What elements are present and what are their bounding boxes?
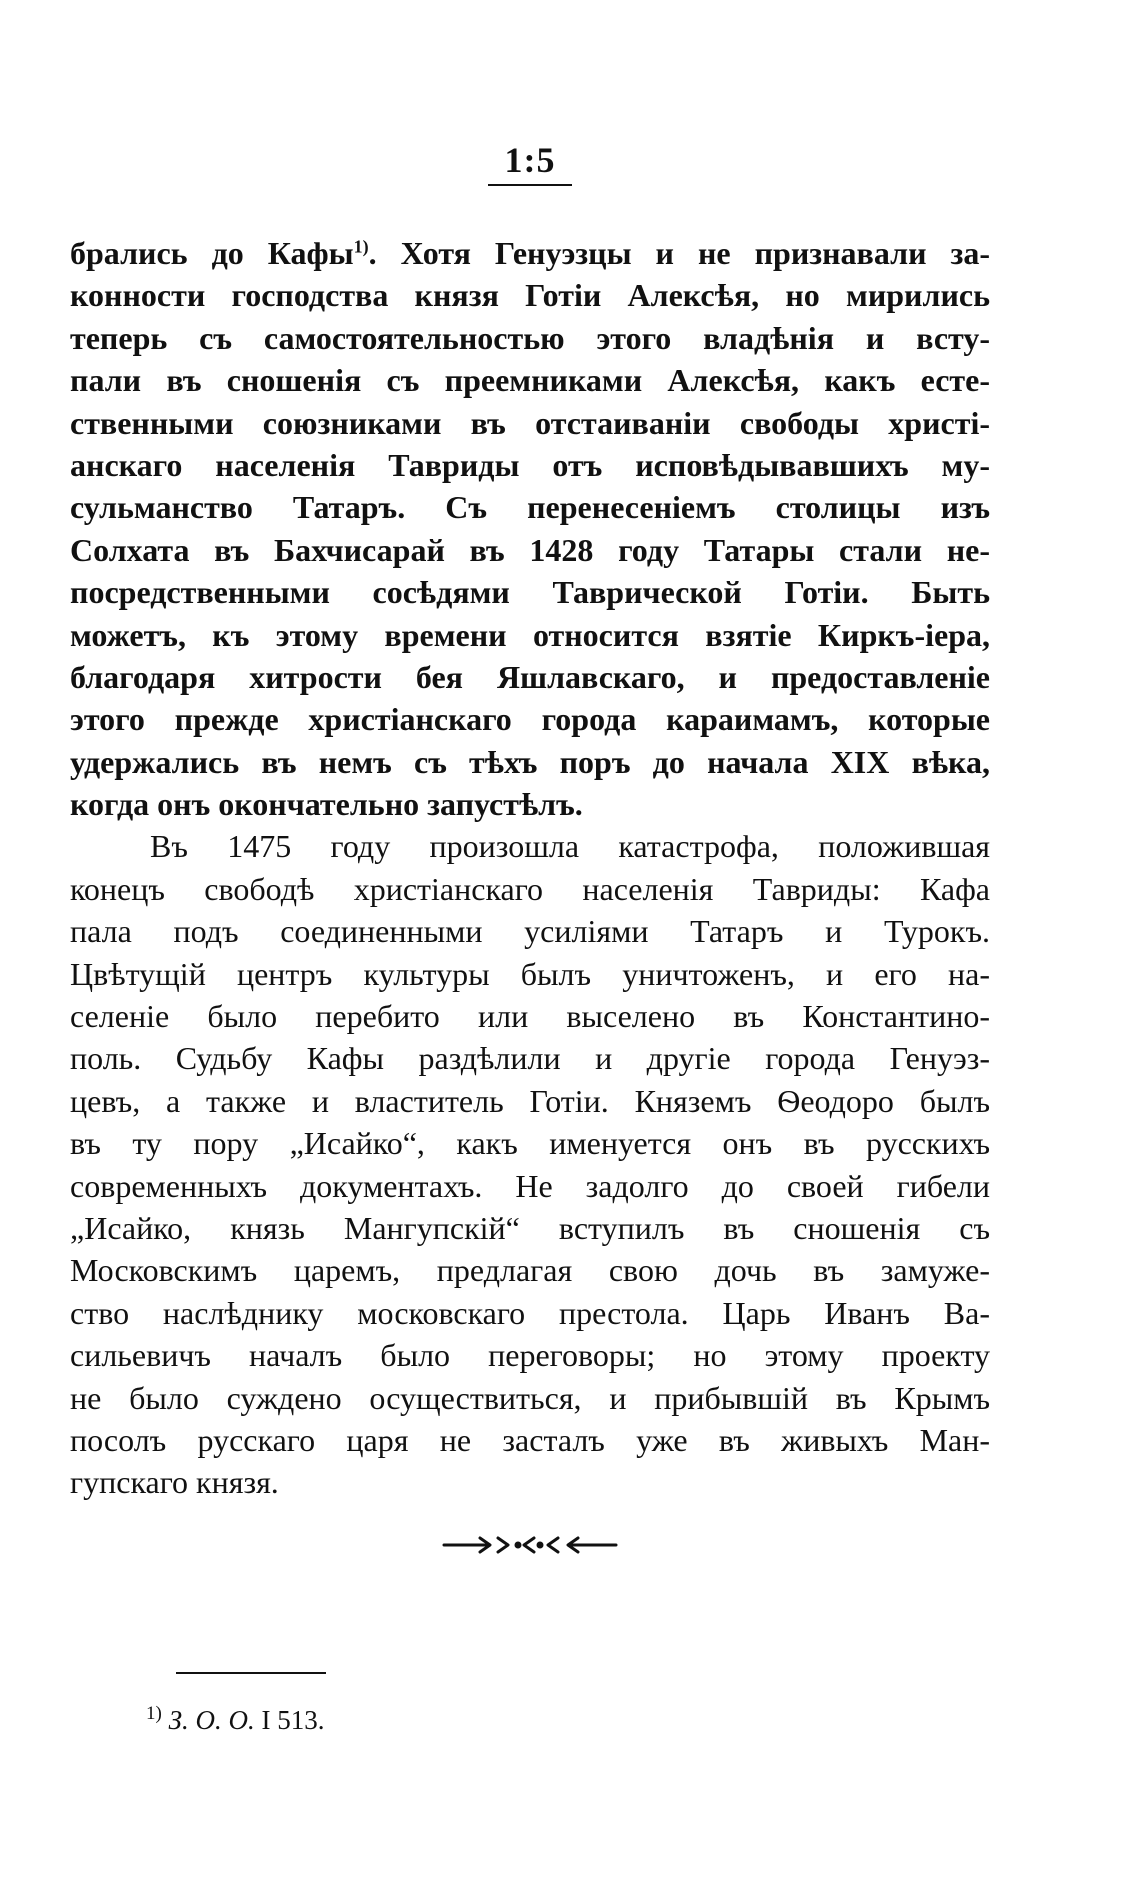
text-line-content: посредственными сосѣдями Таврической Готіи. Быть <box>70 574 990 611</box>
text-line <box>70 910 990 952</box>
text-line-content: Московскимъ царемъ, предлагая свою дочь въ замуже- <box>70 1252 990 1289</box>
text-line-content: современныхъ документахъ. Не задолго до своей гибели <box>70 1167 990 1204</box>
text-line <box>70 698 990 740</box>
footnote-source: З. О. О. <box>168 1705 255 1735</box>
text-line <box>70 1037 990 1079</box>
text-line-content: удержались въ немъ съ тѣхъ поръ до начала XIX вѣка, <box>70 743 990 780</box>
page-number: 1:5 <box>504 140 556 180</box>
text-line-content: посолъ русскаго царя не засталъ уже въ живыхъ Ман- <box>70 1421 990 1458</box>
text-line <box>70 614 990 656</box>
text-line <box>70 656 990 698</box>
text-line-content: Солхата въ Бахчисарай въ 1428 году Татары стали не- <box>70 531 990 568</box>
text-line-content: конецъ свободѣ христіанскаго населенія Тавриды: Кафа <box>70 870 990 907</box>
text-line <box>70 995 990 1037</box>
text-line <box>70 444 990 486</box>
text-line-content: сульманство Татаръ. Съ перенесеніемъ столицы изъ <box>70 489 990 526</box>
text-line-content: когда онъ окончательно запустѣлъ. <box>70 786 583 823</box>
text-line-content: въ ту пору „Исайко“, какъ именуется онъ въ русскихъ <box>70 1125 990 1162</box>
footnote-mark: 1) <box>146 1703 162 1724</box>
footnote-reference: I 513. <box>261 1705 325 1735</box>
text-line <box>70 1207 990 1249</box>
text-line-content: ственными союзниками въ отстаиваніи свободы христі- <box>70 404 990 441</box>
text-line <box>70 1165 990 1207</box>
text-line-content: „Исайко, князь Мангупскій“ вступилъ въ сношенія съ <box>70 1210 990 1246</box>
text-line-content: Цвѣтущій центръ культуры былъ уничтоженъ, и его на- <box>70 955 990 992</box>
text-line <box>70 529 990 571</box>
footnote-reference-mark: 1) <box>353 236 369 257</box>
text-line <box>70 783 990 825</box>
text-line <box>70 741 990 783</box>
text-line-content: цевъ, а также и властитель Готіи. Княземъ Ѳеодоро былъ <box>70 1082 990 1119</box>
text-line <box>70 1377 990 1419</box>
text-line-content: сильевичъ началъ было переговоры; но этому проекту <box>70 1337 990 1374</box>
text-line-content: ство наслѣднику московскаго престола. Царь Иванъ Ва- <box>70 1294 990 1331</box>
ornament-divider <box>440 1530 620 1560</box>
text-line <box>70 571 990 613</box>
text-line-content: брались до Кафы <box>70 235 354 271</box>
text-line-content: можетъ, къ этому времени относится взятіе Киркъ-іера, <box>70 616 990 653</box>
text-line <box>70 1080 990 1122</box>
text-line <box>70 1419 990 1461</box>
text-line-content: Въ 1475 году произошла катастрофа, положившая <box>150 828 990 865</box>
text-line <box>70 274 990 316</box>
text-line-continuation: . Хотя Генуэзцы и не признавали за- <box>368 235 990 271</box>
text-line-content: пала подъ соединенными усиліями Татаръ и Турокъ. <box>70 913 990 950</box>
text-line <box>70 825 990 867</box>
text-line <box>70 868 990 910</box>
text-line <box>70 1292 990 1334</box>
text-line-content: анскаго населенія Тавриды отъ исповѣдывавшихъ му- <box>70 446 990 483</box>
text-line-content: конности господства князя Готіи Алексѣя, но мирились <box>70 277 990 314</box>
text-line-content: гупскаго князя. <box>70 1464 279 1501</box>
text-line-content: этого прежде христіанскаго города караимамъ, которые <box>70 701 990 738</box>
footnote <box>146 1696 324 1738</box>
text-line-content: поль. Судьбу Кафы раздѣлили и другіе города Генуэз- <box>70 1040 990 1077</box>
text-line <box>70 486 990 528</box>
text-line <box>70 1334 990 1376</box>
body-text <box>70 232 990 1504</box>
text-line-content: селеніе было перебито или выселено въ Константино- <box>70 998 990 1035</box>
text-line-content: теперь съ самостоятельностью этого владѣнія и всту- <box>70 319 990 356</box>
text-line <box>70 232 990 274</box>
text-line <box>70 1122 990 1164</box>
text-line <box>70 402 990 444</box>
footnote-rule <box>176 1672 326 1674</box>
text-line <box>70 1461 990 1503</box>
text-line <box>70 317 990 359</box>
text-line-content: не было суждено осуществиться, и прибывшій въ Крымъ <box>70 1379 990 1416</box>
text-line <box>70 953 990 995</box>
page-number-rule <box>488 184 572 186</box>
text-line <box>70 359 990 401</box>
text-line-content: пали въ сношенія съ преемниками Алексѣя, какъ есте- <box>70 362 990 399</box>
text-line <box>70 1249 990 1291</box>
text-line-content: благодаря хитрости бея Яшлавскаго, и предоставленіе <box>70 658 990 695</box>
